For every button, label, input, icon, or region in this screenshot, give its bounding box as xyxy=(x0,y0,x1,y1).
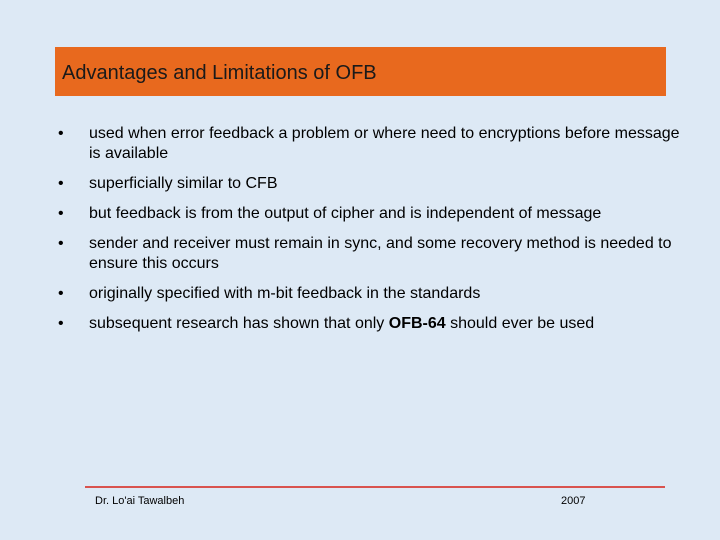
bullet-item xyxy=(58,124,688,164)
bullet-marker: • xyxy=(58,235,64,252)
slide-title: Advantages and Limitations of OFB xyxy=(62,62,377,84)
footer-year: 2007 xyxy=(561,495,586,507)
footer-author: Dr. Lo'ai Tawalbeh xyxy=(95,495,185,507)
bullet-text-post: should ever be used xyxy=(445,315,595,332)
bullet-item xyxy=(58,174,688,194)
bullet-item xyxy=(58,284,688,304)
bullet-item xyxy=(58,204,688,224)
bullet-text-bold: OFB-64 xyxy=(388,315,446,332)
footer-divider xyxy=(85,486,665,488)
bullet-text: superficially similar to CFB xyxy=(89,175,278,192)
bullet-marker: • xyxy=(58,315,64,332)
bullet-marker: • xyxy=(58,175,64,192)
bullet-text: but feedback is from the output of cipher and is independent of message xyxy=(89,205,602,222)
bullet-text: used when error feedback a problem or where need to encryptions before message is available xyxy=(89,125,680,162)
bullet-marker: • xyxy=(58,205,64,222)
bullet-text: originally specified with m-bit feedback in the standards xyxy=(89,285,481,302)
bullet-text: sender and receiver must remain in sync, and some recovery method is needed to ensure this occurs xyxy=(89,235,672,272)
bullet-item xyxy=(58,234,688,274)
bullet-marker: • xyxy=(58,125,64,142)
title-bar xyxy=(55,47,666,96)
bullet-text-pre: subsequent research has shown that only xyxy=(89,315,389,332)
bullet-list xyxy=(58,124,688,344)
bullet-marker: • xyxy=(58,285,64,302)
bullet-item xyxy=(58,314,688,334)
